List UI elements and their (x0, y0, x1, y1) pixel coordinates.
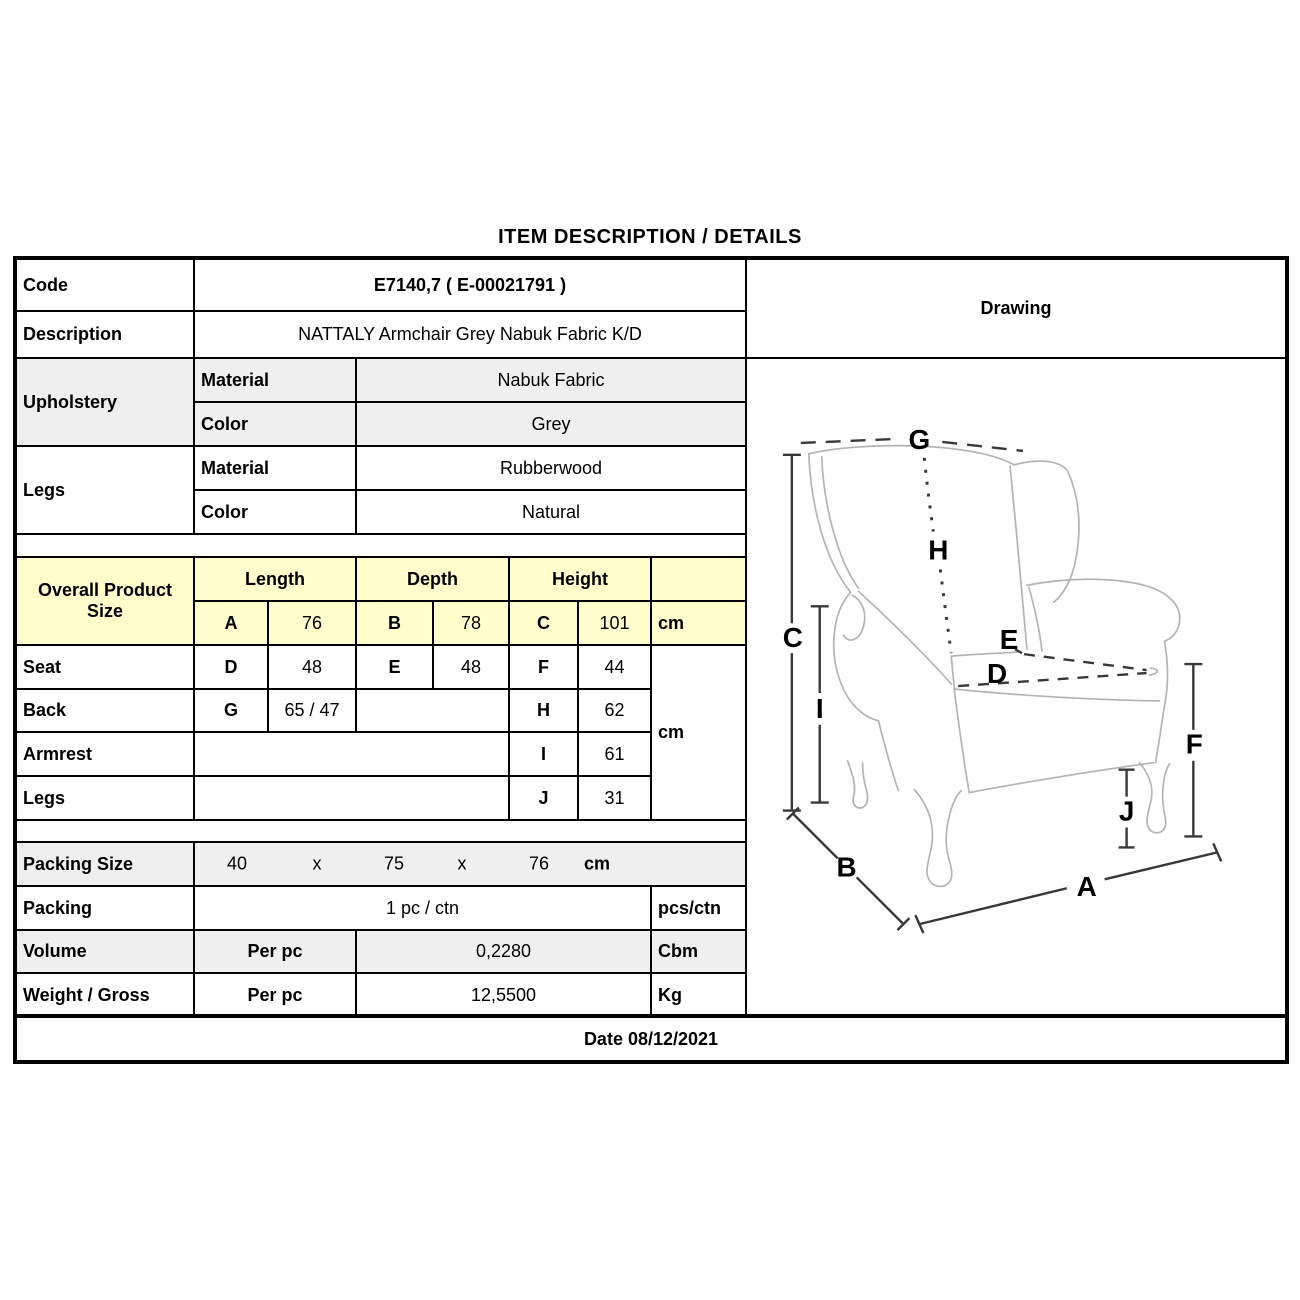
dim-label-j: J (1118, 795, 1135, 827)
packing-size-v3: 76 (528, 853, 550, 874)
legs-size-empty (193, 775, 510, 821)
volume-unit: Cbm (650, 929, 747, 974)
drawing-header: Drawing (745, 258, 1287, 359)
armrest-empty (193, 731, 510, 777)
seat-e-key: E (355, 644, 434, 690)
dim-label-e: E (999, 624, 1019, 656)
dimension-labels (783, 424, 1203, 902)
upholstery-color-value: Grey (355, 401, 747, 447)
armrest-i-key: I (508, 731, 579, 777)
description-value: NATTALY Armchair Grey Nabuk Fabric K/D (193, 310, 747, 359)
dimension-line-a (915, 843, 1221, 933)
spacer-row-1 (15, 533, 747, 558)
size-section-label: Overall Product Size (15, 556, 195, 646)
legs-material-value: Rubberwood (355, 445, 747, 491)
armrest-i-value: 61 (577, 731, 652, 777)
depth-header: Depth (355, 556, 510, 602)
upholstery-color-label: Color (193, 401, 357, 447)
code-label: Code (15, 258, 195, 312)
back-empty (355, 688, 510, 733)
volume-per: Per pc (193, 929, 357, 974)
overall-b-key: B (355, 600, 434, 646)
overall-a-value: 76 (267, 600, 357, 646)
volume-label: Volume (15, 929, 195, 974)
packing-size-v2: 75 (383, 853, 405, 874)
back-g-value: 65 / 47 (267, 688, 357, 733)
dim-label-c: C (782, 622, 803, 654)
weight-unit: Kg (650, 972, 747, 1018)
drawing-area (745, 357, 1287, 1018)
back-h-value: 62 (577, 688, 652, 733)
dim-label-f: F (1185, 728, 1203, 760)
seat-f-key: F (508, 644, 579, 690)
upholstery-label: Upholstery (15, 357, 195, 447)
overall-unit: cm (650, 600, 747, 646)
date-row: Date 08/12/2021 (15, 1016, 1287, 1062)
seat-label: Seat (15, 644, 195, 690)
code-value: E7140,7 ( E-00021791 ) (193, 258, 747, 312)
armchair-drawing (747, 359, 1285, 1016)
spacer-row-2 (15, 819, 747, 843)
legs-color-value: Natural (355, 489, 747, 535)
dim-label-i: I (815, 692, 824, 724)
legs-j-value: 31 (577, 775, 652, 821)
dim-label-g: G (908, 423, 931, 455)
seat-d-value: 48 (267, 644, 357, 690)
weight-label: Weight / Gross (15, 972, 195, 1018)
volume-value: 0,2280 (355, 929, 652, 974)
legs-j-key: J (508, 775, 579, 821)
packing-size-value (193, 841, 747, 887)
dim-label-b: B (836, 851, 857, 883)
dim-label-a: A (1076, 871, 1097, 903)
packing-size-unit: cm (583, 853, 611, 874)
back-h-key: H (508, 688, 579, 733)
page-title: ITEM DESCRIPTION / DETAILS (498, 226, 802, 248)
overall-a-key: A (193, 600, 269, 646)
upholstery-material-value: Nabuk Fabric (355, 357, 747, 403)
description-label: Description (15, 310, 195, 359)
seat-d-key: D (193, 644, 269, 690)
packing-value: 1 pc / ctn (193, 885, 652, 931)
packing-size-x2: x (457, 853, 467, 874)
legs-material-label: Material (193, 445, 357, 491)
height-header: Height (508, 556, 652, 602)
overall-c-value: 101 (577, 600, 652, 646)
weight-value: 12,5500 (355, 972, 652, 1018)
overall-b-value: 78 (432, 600, 510, 646)
legs-color-label: Color (193, 489, 357, 535)
packing-size-v1: 40 (226, 853, 248, 874)
weight-per: Per pc (193, 972, 357, 1018)
upholstery-material-label: Material (193, 357, 357, 403)
seat-f-value: 44 (577, 644, 652, 690)
packing-label: Packing (15, 885, 195, 931)
legs-label: Legs (15, 445, 195, 535)
seat-e-value: 48 (432, 644, 510, 690)
legs-size-label: Legs (15, 775, 195, 821)
size-unit-merged: cm (650, 644, 747, 821)
armrest-label: Armrest (15, 731, 195, 777)
dim-label-h: H (928, 534, 949, 566)
packing-size-label: Packing Size (15, 841, 195, 887)
overall-c-key: C (508, 600, 579, 646)
dim-label-d: D (987, 658, 1008, 690)
back-label: Back (15, 688, 195, 733)
back-g-key: G (193, 688, 269, 733)
packing-unit: pcs/ctn (650, 885, 747, 931)
length-header: Length (193, 556, 357, 602)
size-header-empty (650, 556, 747, 602)
packing-size-x1: x (312, 853, 322, 874)
